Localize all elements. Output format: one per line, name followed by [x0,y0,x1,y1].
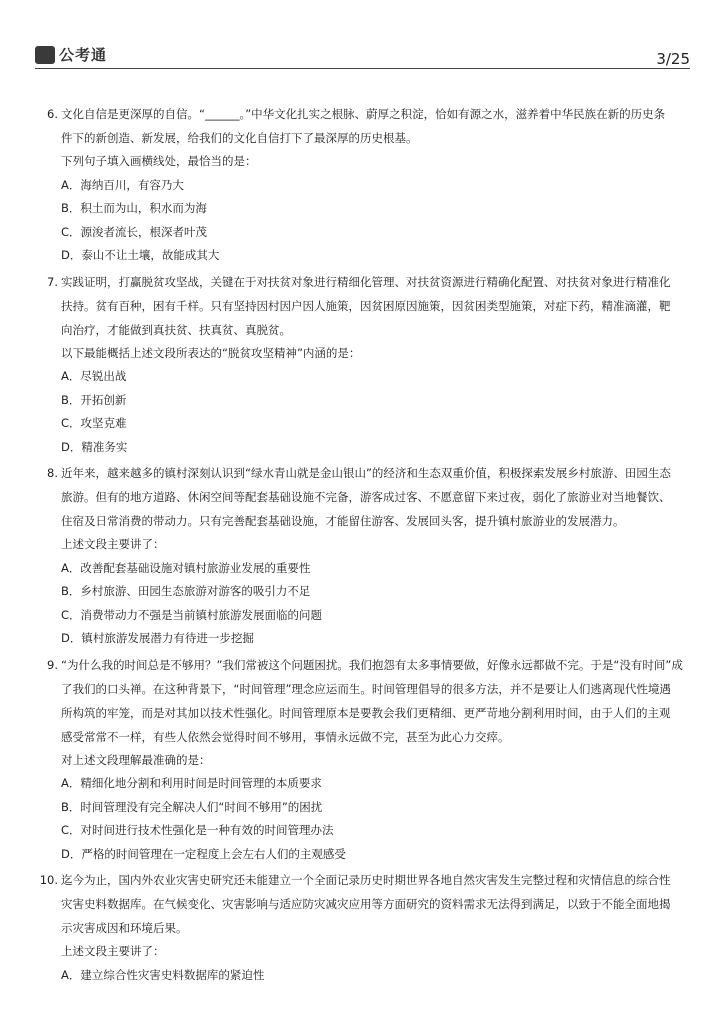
question-stem-text: 迄今为止，国内外农业灾害史研究还未能建立一个全面记录历史时期世界各地自然灾害发生完整过程和灾情信息的综合性 [61,873,671,887]
question-8 [38,461,692,651]
question-prompt: 上述文段主要讲了： [61,537,165,551]
question-stem-line [38,461,692,485]
answer-option: D．镇村旅游发展潜力有待进一步挖掘 [61,631,254,645]
logo [35,44,107,65]
question-stem-line [38,868,692,892]
question-stem-line [38,725,692,749]
question-9 [38,653,692,867]
question-number: 6. [47,107,58,121]
question-number: 10. [39,873,58,887]
question-number: 7. [47,274,58,289]
answer-option: A．改善配套基础设施对镇村旅游业发展的重要性 [61,560,311,575]
question-prompt: 下列句子填入画横线处，最恰当的是： [61,154,257,168]
question-stem-text: 文化自信是更深厚的自信。“______。”中华文化扎实之根脉、蔚厚之积淀，恰如有源之水，滋养着中华民族在新的历史条 [61,107,666,121]
question-stem-line [38,102,692,126]
question-prompt: 以下最能概括上述文段所表达的“脱贫攻坚精神”内涵的是： [61,345,361,360]
question-stem-line [38,701,692,725]
question-number: 8. [47,466,58,480]
answer-option: C．源浚者流长，根深者叶茂 [61,224,208,239]
question-stem-text: 住宿及日常消费的带动力。只有完善配套基础设施，才能留住游客、发展回头客，提升镇村旅游业的发展潜力。 [61,514,625,528]
answer-option: A．精细化地分割和利用时间是时间管理的本质要求 [61,776,322,790]
question-stem-line [38,485,692,509]
question-list [38,102,692,989]
question-number: 9. [47,657,58,672]
question-stem-line [38,892,692,916]
question-stem-line [38,916,692,940]
question-stem-text: 扶持。贫有百种，困有千样。只有坚持因村因户因人施策，因贫困原因施策，因贫困类型施策，对症下药，精准滴灌，靶 [61,298,671,313]
question-stem-text: 灾害史料数据库。在气候变化、灾害影响与适应防灾减灾应用等方面研究的资料需求无法得到满足，以致于不能全面地揭 [61,897,671,911]
answer-option: A．建立综合性灾害史料数据库的紧迫性 [61,967,265,982]
question-stem-text: 向治疗，才能做到真扶贫、扶真贫、真脱贫。 [61,322,291,337]
logo-badge-icon [35,46,55,64]
answer-option: B．积土而为山，积水而为海 [61,201,207,215]
question-stem-line [38,318,692,342]
page-header [35,42,690,69]
question-stem-text: 件下的新创造、新发展，给我们的文化自信打下了最深厚的历史根基。 [61,131,418,145]
answer-option: B．开拓创新 [61,392,127,407]
answer-option: D．精准务实 [61,439,128,454]
answer-option: B．时间管理没有完全解决人们“时间不够用”的困扰 [61,799,323,814]
question-stem-line [38,270,692,294]
answer-option: D．严格的时间管理在一定程度上会左右人们的主观感受 [61,846,346,861]
answer-option: A．尽锐出战 [61,369,127,383]
answer-option: D．泰山不让土壤，故能成其大 [61,248,220,262]
question-stem-text: 感受常常不一样，有些人依然会觉得时间不够用，事情永远做不完，甚至为此心力交瘁。 [61,729,510,744]
question-10 [38,868,692,987]
answer-option: C．消费带动力不强是当前镇村旅游发展面临的问题 [61,607,323,622]
question-prompt: 上述文段主要讲了： [61,944,165,958]
question-stem-line [38,126,692,150]
question-6 [38,102,692,268]
page-number: 3/25 [656,50,690,68]
question-stem-text: 近年来，越来越多的镇村深刻认识到“绿水青山就是金山银山”的经济和生态双重价值，积极探索发展乡村旅游、田园生态 [61,466,671,480]
question-stem-text: 示灾害成因和环境后果。 [61,921,188,935]
question-stem-text: 了我们的口头禅。在这种背景下，“时间管理”理念应运而生。时间管理倡导的很多方法，并不是要让人们逃离现代性境遇 [61,681,671,696]
answer-option: C．对时间进行技术性强化是一种有效的时间管理办法 [61,823,334,837]
question-stem-text: “为什么我的时间总是不够用？”我们常被这个问题困扰。我们抱怨有太多事情要做，好像永远都做不完。于是“没有时间”成 [61,657,683,672]
answer-option: B．乡村旅游、田园生态旅游对游客的吸引力不足 [61,584,311,598]
question-stem-line [38,294,692,318]
question-stem-text: 实践证明，打赢脱贫攻坚战，关键在于对扶贫对象进行精细化管理、对扶贫资源进行精确化配置、对扶贫对象进行精准化 [61,274,671,289]
logo-text: 公考通 [59,46,108,64]
question-stem-line [38,653,692,677]
question-stem-line [38,509,692,533]
question-stem-text: 旅游。但有的地方道路、休闲空间等配套基础设施不完备，游客成过客、不愿意留下来过夜，弱化了旅游业对当地餐饮、 [61,490,671,504]
question-stem-text: 所构筑的牢笼，而是对其加以技术性强化。时间管理原本是要教会我们更精细、更严苛地分割利用时间，由于人们的主观 [61,705,671,720]
question-prompt: 对上述文段理解最准确的是： [61,752,211,767]
question-stem-line [38,677,692,701]
answer-option: A．海纳百川，有容乃大 [61,177,184,192]
answer-option: C．攻坚克难 [61,416,127,430]
question-7 [38,270,692,460]
